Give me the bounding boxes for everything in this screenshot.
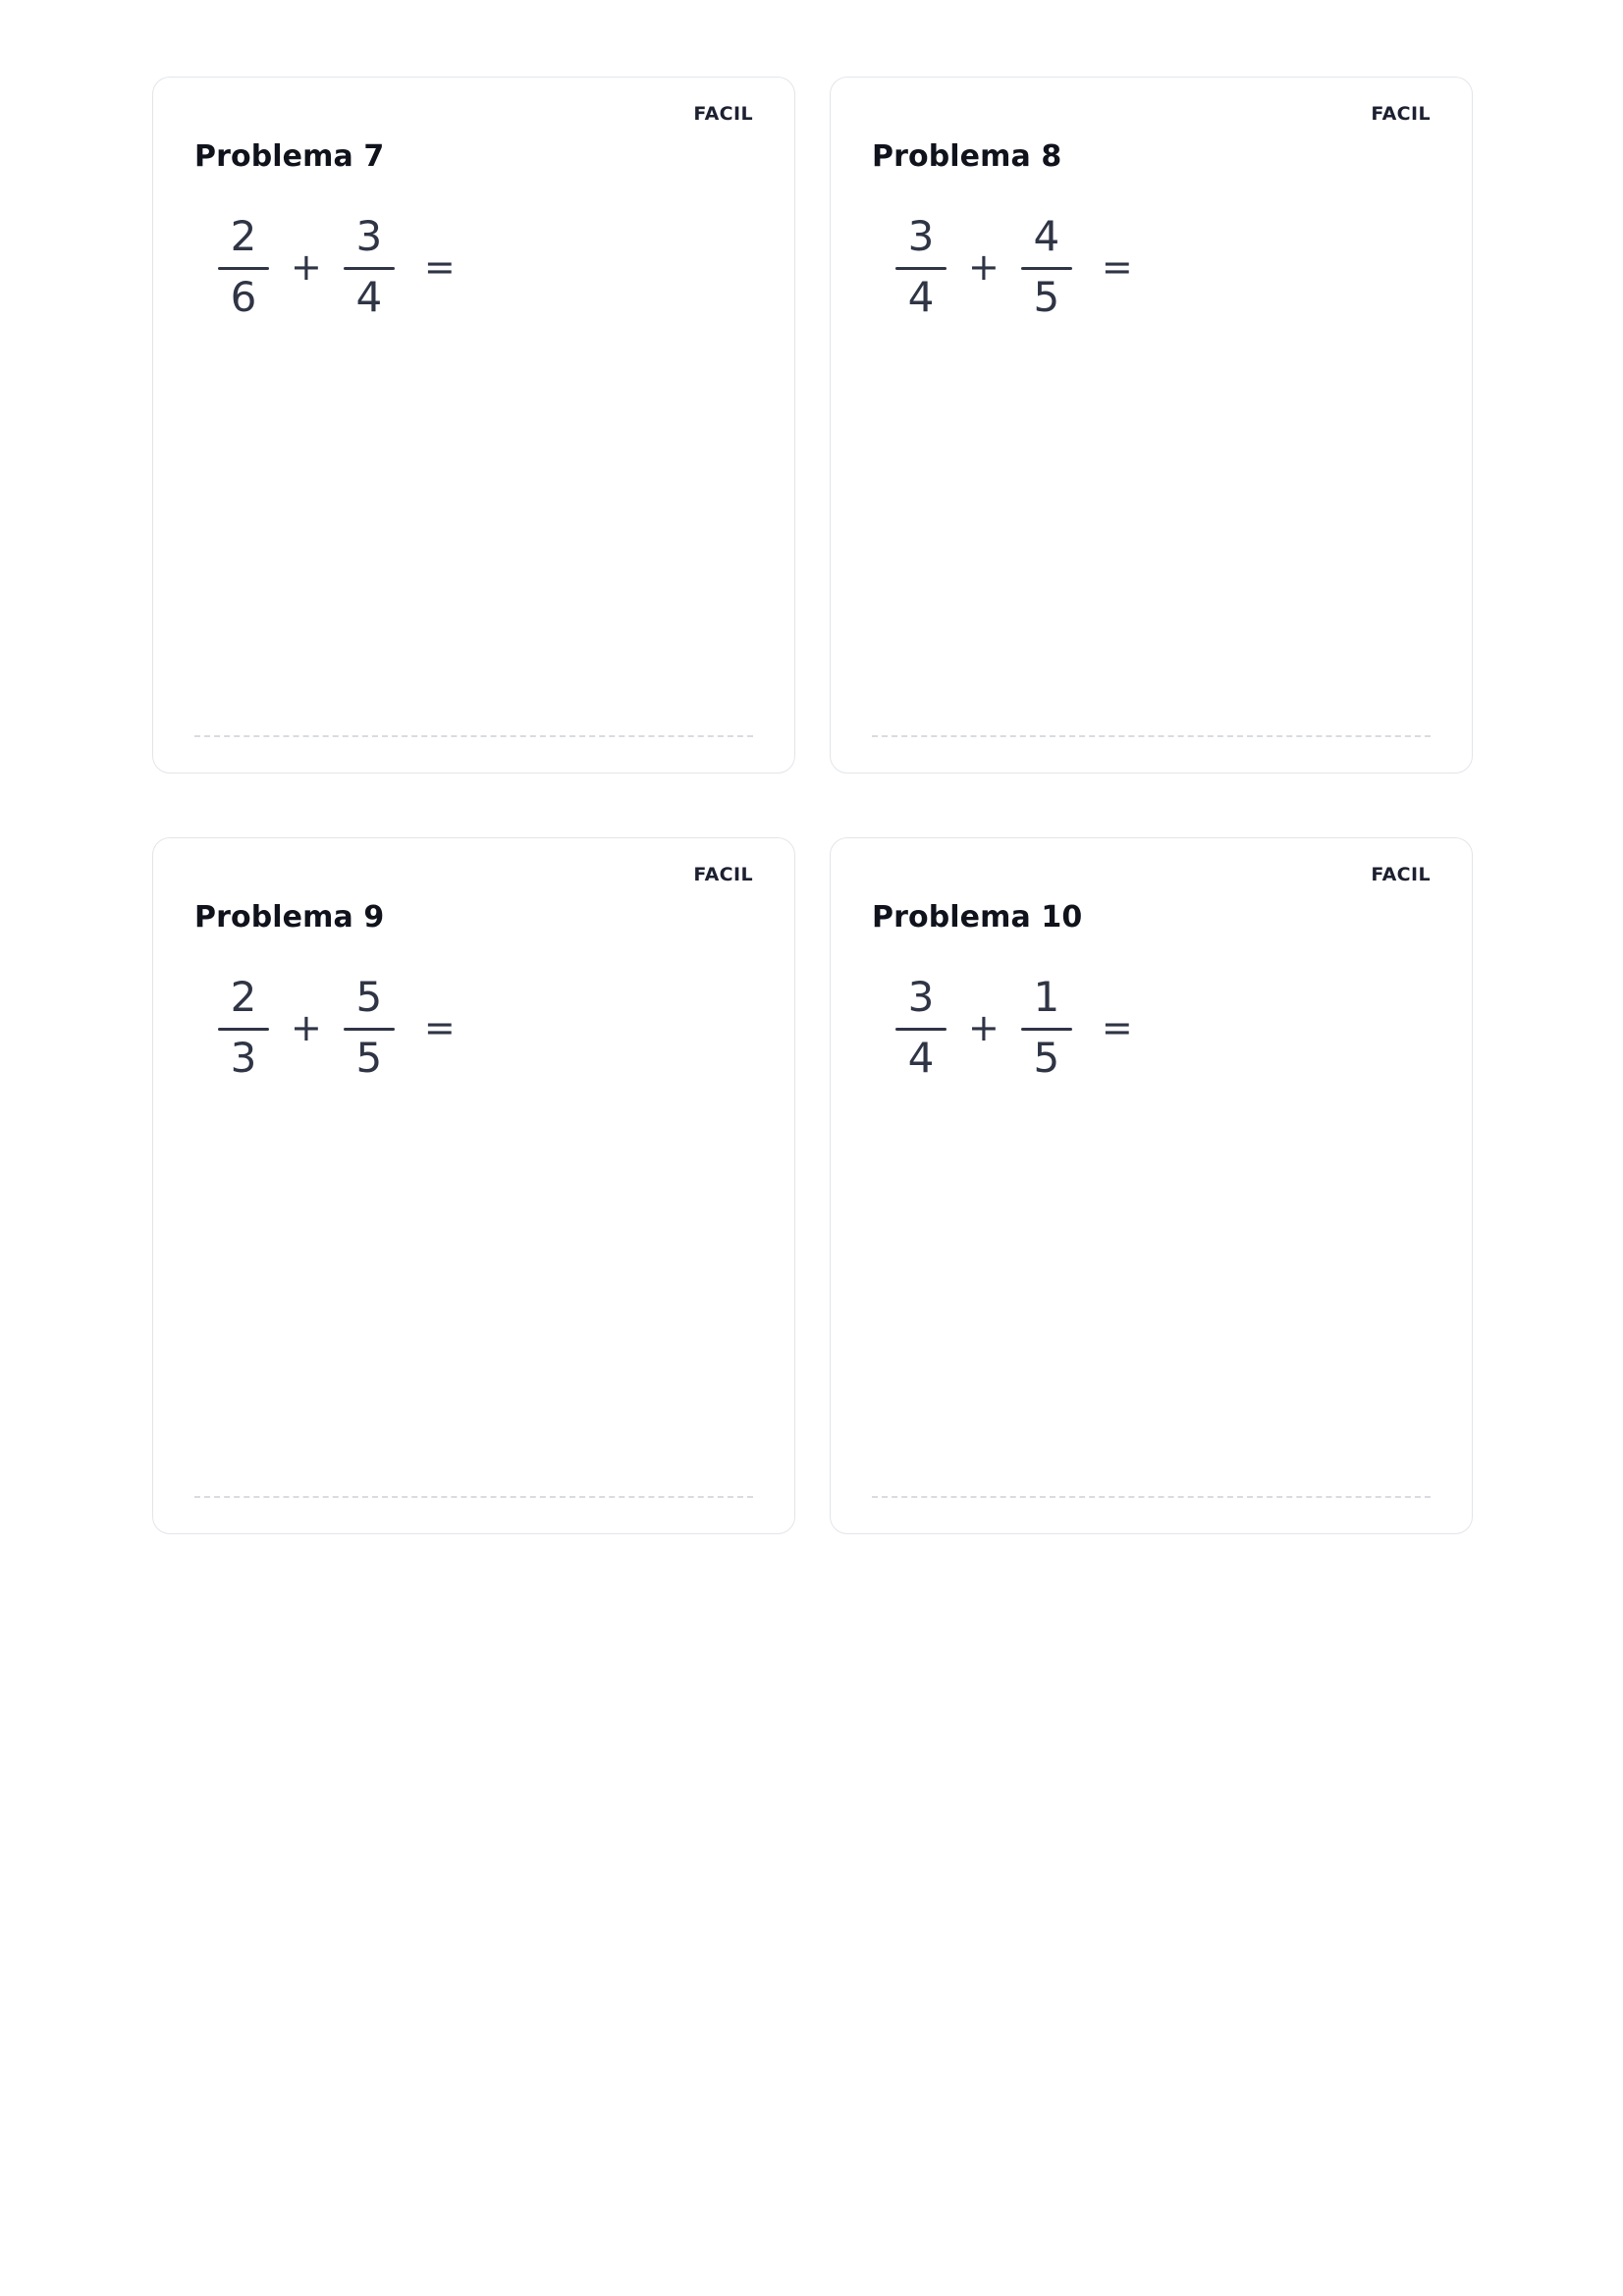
numerator: 2: [230, 973, 257, 1021]
operator-symbol: +: [291, 1006, 322, 1050]
numerator: 4: [1033, 212, 1060, 260]
fraction-second: [338, 973, 401, 1082]
fraction-expression: [194, 973, 753, 1082]
fraction-first: [890, 212, 952, 321]
fraction-expression: [872, 212, 1431, 321]
difficulty-badge: FACIL: [1371, 103, 1431, 125]
fraction-expression: [194, 212, 753, 321]
fraction-second: [1015, 212, 1078, 321]
denominator: 4: [355, 272, 383, 321]
problem-grid: [152, 77, 1471, 1534]
fraction-first: [212, 212, 275, 321]
equals-symbol: =: [423, 1006, 456, 1050]
difficulty-badge: FACIL: [693, 103, 753, 125]
problem-card[interactable]: [152, 837, 795, 1534]
denominator: 5: [355, 1033, 383, 1082]
problem-title: Problema 10: [872, 900, 1083, 934]
denominator: 5: [1033, 272, 1060, 321]
problem-title: Problema 8: [872, 139, 1062, 174]
answer-line[interactable]: [194, 1496, 753, 1498]
numerator: 3: [907, 212, 935, 260]
fraction-second: [1015, 973, 1078, 1082]
fraction-bar: [895, 1028, 947, 1031]
operator-symbol: +: [968, 1006, 1000, 1050]
fraction-bar: [1021, 267, 1072, 270]
fraction-first: [212, 973, 275, 1082]
problem-card[interactable]: [152, 77, 795, 774]
numerator: 1: [1033, 973, 1060, 1021]
fraction-bar: [218, 1028, 269, 1031]
numerator: 5: [355, 973, 383, 1021]
difficulty-badge: FACIL: [1371, 864, 1431, 885]
problem-card[interactable]: [830, 837, 1473, 1534]
operator-symbol: +: [291, 245, 322, 290]
denominator: 6: [230, 272, 257, 321]
fraction-bar: [1021, 1028, 1072, 1031]
equals-symbol: =: [1101, 245, 1133, 290]
answer-line[interactable]: [194, 735, 753, 737]
fraction-expression: [872, 973, 1431, 1082]
numerator: 2: [230, 212, 257, 260]
answer-line[interactable]: [872, 735, 1431, 737]
fraction-bar: [218, 267, 269, 270]
equals-symbol: =: [423, 245, 456, 290]
denominator: 4: [907, 1033, 935, 1082]
operator-symbol: +: [968, 245, 1000, 290]
answer-line[interactable]: [872, 1496, 1431, 1498]
problem-title: Problema 9: [194, 900, 385, 934]
fraction-first: [890, 973, 952, 1082]
fraction-bar: [344, 267, 395, 270]
fraction-second: [338, 212, 401, 321]
equals-symbol: =: [1101, 1006, 1133, 1050]
problem-title: Problema 7: [194, 139, 385, 174]
denominator: 4: [907, 272, 935, 321]
numerator: 3: [355, 212, 383, 260]
denominator: 3: [230, 1033, 257, 1082]
difficulty-badge: FACIL: [693, 864, 753, 885]
fraction-bar: [344, 1028, 395, 1031]
problem-card[interactable]: [830, 77, 1473, 774]
numerator: 3: [907, 973, 935, 1021]
fraction-bar: [895, 267, 947, 270]
denominator: 5: [1033, 1033, 1060, 1082]
